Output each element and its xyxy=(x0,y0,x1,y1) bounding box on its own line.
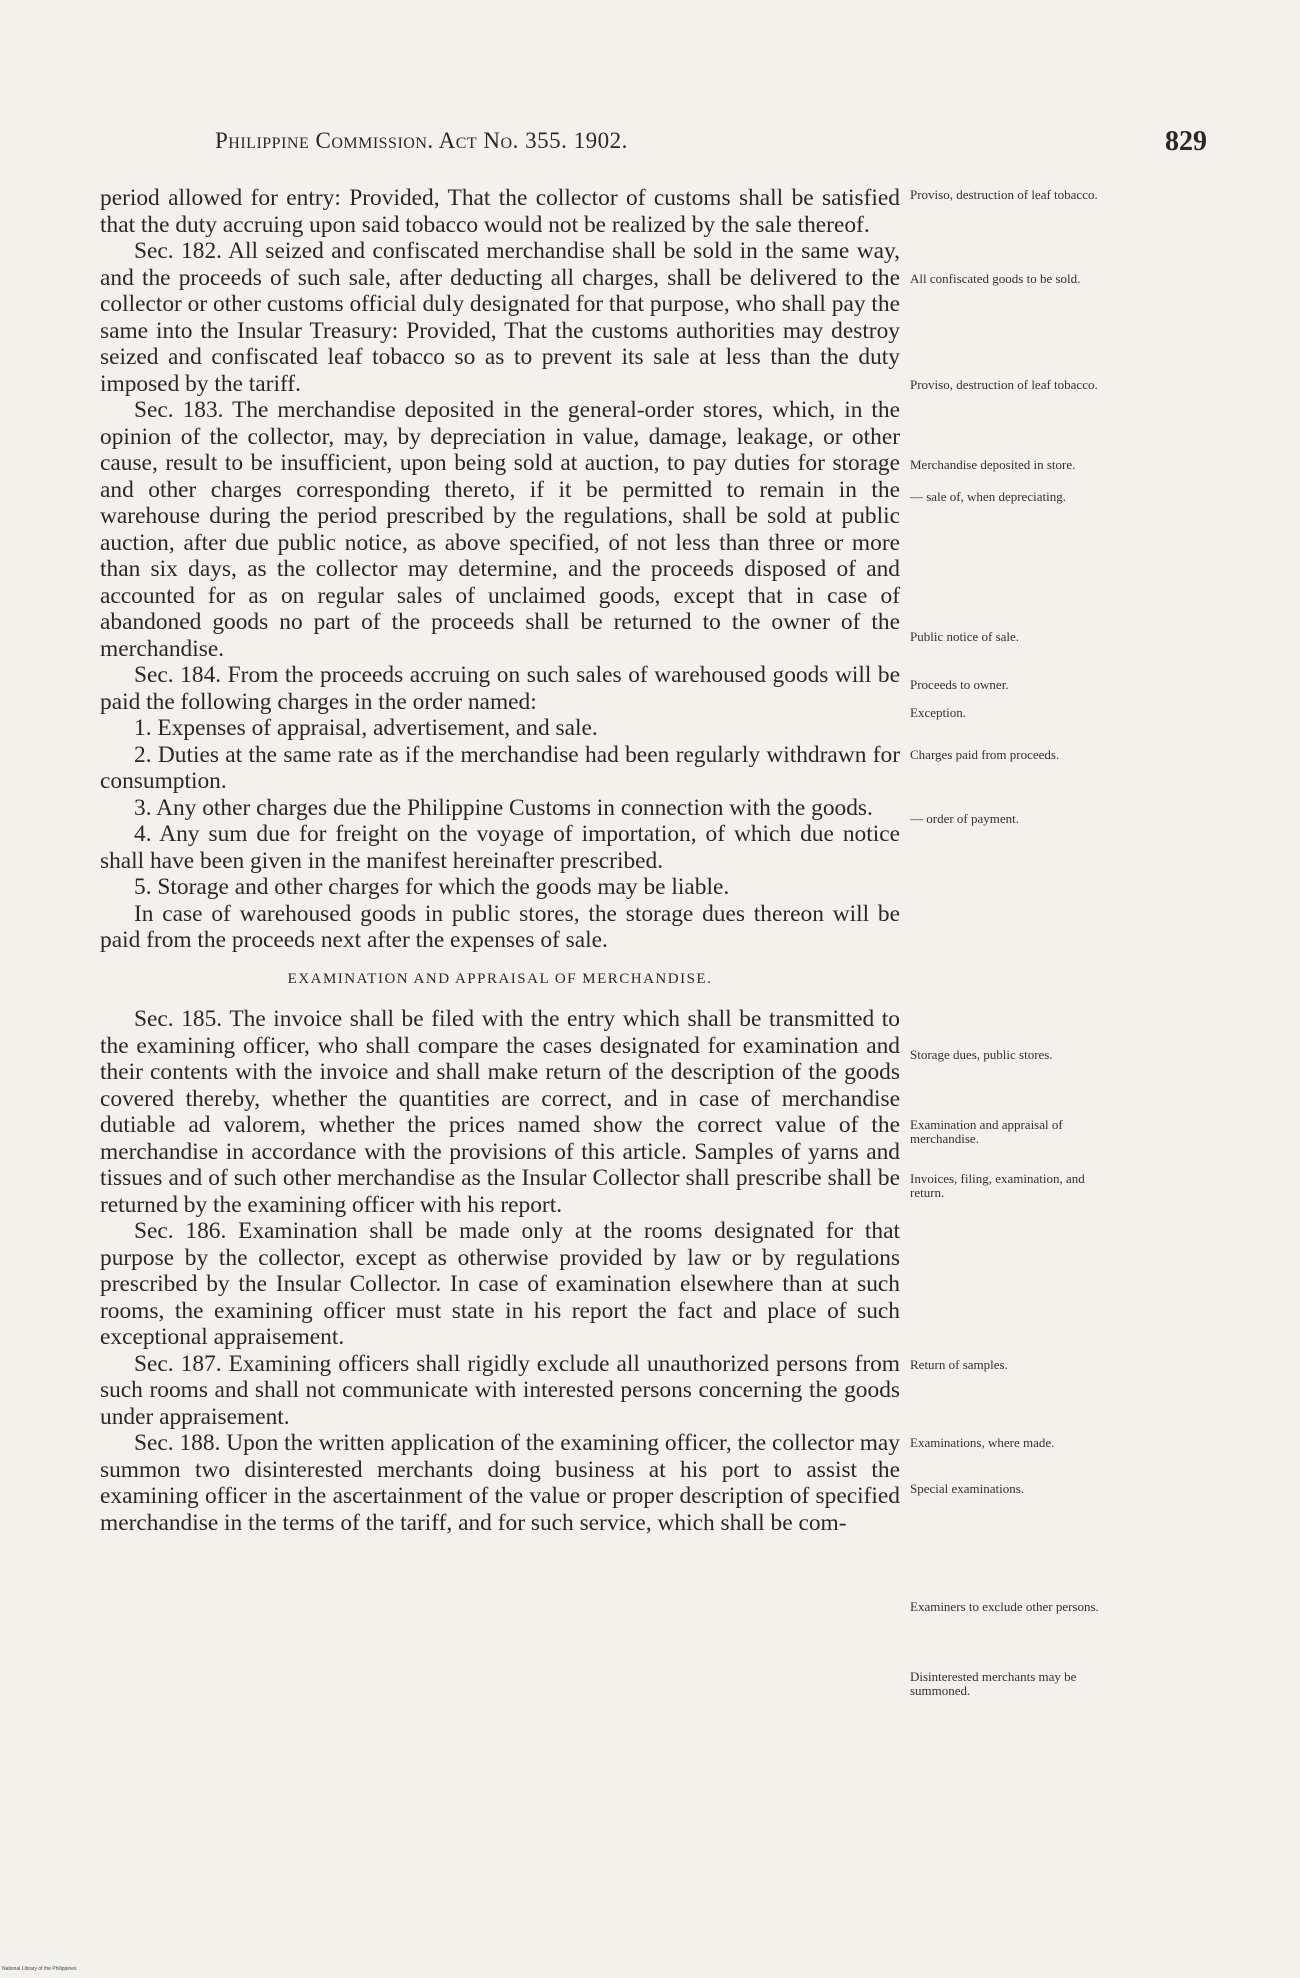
margin-note: Charges paid from proceeds. xyxy=(910,747,1060,762)
margin-note: Proviso, destruction of leaf tobacco. xyxy=(910,377,1098,392)
margin-note: Merchandise deposited in store. xyxy=(910,457,1076,472)
list-item-1: 1. Expenses of appraisal, advertisement, and sale. xyxy=(134,715,598,741)
paragraph-storage-dues: In case of warehoused goods in public stores, the storage dues thereon will be paid from the proceeds next after the expenses of sale. xyxy=(100,900,900,953)
margin-note: Storage dues, public stores. xyxy=(910,1047,1053,1062)
margin-note: Examination and appraisal of merchandise. xyxy=(910,1117,1063,1146)
margin-note: Public notice of sale. xyxy=(910,629,1020,644)
list-item-5: 5. Storage and other charges for which the goods may be liable. xyxy=(134,874,730,900)
margin-note: Disinterested merchants may be summoned. xyxy=(910,1669,1077,1698)
paragraph: period allowed for entry: Provided, That the collector of customs shall be satisfied that the duty accruing upon said tobacco would not be realized by the sale thereof. xyxy=(100,185,900,238)
footer-credit: National Library of the Philippines xyxy=(2,1966,77,1972)
margin-note: — sale of, when depreciating. xyxy=(910,489,1066,504)
margin-note: — order of payment. xyxy=(910,811,1020,826)
paragraph-sec-187: Sec. 187. Examining officers shall rigidly exclude all unauthorized persons from such rooms and shall not communicate with interested persons concerning the goods under appraisement. xyxy=(100,1350,900,1430)
section-heading: EXAMINATION AND APPRAISAL OF MERCHANDISE. xyxy=(287,970,713,987)
margin-note: Exception. xyxy=(910,705,966,720)
paragraph-sec-185: Sec. 185. The invoice shall be filed with the entry which shall be transmitted to the examining officer, who shall compare the cases designated for examination and their contents with the invoice and shall make return of the description of the goods covered thereby, whether the quantities are correct, and in case of merchandise dutiable ad valorem, whether the prices named show the correct value of the merchandise in accordance with the provisions of this article. Samples of yarns and tissues and of such other merchandise as the Insular Collector shall prescribe shall be returned by the examining officer with his report. xyxy=(100,1006,900,1218)
body-text xyxy=(100,185,900,1536)
margin-note: All confiscated goods to be sold. xyxy=(910,271,1081,286)
paragraph-sec-184: Sec. 184. From the proceeds accruing on such sales of warehoused goods will be paid the following charges in the order named: xyxy=(100,662,900,715)
margin-note: Examiners to exclude other persons. xyxy=(910,1599,1099,1614)
margin-note: Examinations, where made. xyxy=(910,1435,1055,1450)
page-number: 829 xyxy=(1165,126,1207,157)
margin-note: Proceeds to owner. xyxy=(910,677,1009,692)
margin-note: Special examinations. xyxy=(910,1481,1025,1496)
paragraph-sec-188: Sec. 188. Upon the written application of the examining officer, the collector may summon two disinterested merchants doing business at his port to assist the examining officer in the ascertainment of the value or proper description of specified merchandise in the terms of the tariff, and for such service, which shall be com- xyxy=(100,1430,900,1536)
list-item-4: 4. Any sum due for freight on the voyage of importation, of which due notice shall have been given in the manifest hereinafter prescribed. xyxy=(100,821,900,874)
paragraph-sec-183: Sec. 183. The merchandise deposited in the general-order stores, which, in the opinion of the collector, may, by depreciation in value, damage, leakage, or other cause, result to be insufficient, upon being sold at auction, to pay duties for storage and other charges corresponding thereto, if it be permitted to remain in the warehouse during the period prescribed by the regulations, shall be sold at public auction, after due public notice, as above specified, of not less than three or more than six days, as the collector may determine, and the proceeds disposed of and accounted for as on regular sales of unclaimed goods, except that in case of abandoned goods no part of the proceeds shall be returned to the owner of the merchandise. xyxy=(100,397,900,662)
list-item-2: 2. Duties at the same rate as if the merchandise had been regularly withdrawn for consumption. xyxy=(100,741,900,794)
margin-note: Return of samples. xyxy=(910,1357,1008,1372)
margin-note: Invoices, filing, examination, and return. xyxy=(910,1171,1085,1200)
list-item-3: 3. Any other charges due the Philippine Customs in connection with the goods. xyxy=(134,794,873,821)
margin-note: Proviso, destruction of leaf tobacco. xyxy=(910,187,1098,202)
paragraph-sec-186: Sec. 186. Examination shall be made only at the rooms designated for that purpose by the collector, except as otherwise provided by law or by regulations prescribed by the Insular Collector. In case of examination elsewhere than at such rooms, the examining officer must state in his report the fact and place of such exceptional appraisement. xyxy=(100,1218,900,1350)
running-header: Philippine Commission. Act No. 355. 1902. xyxy=(215,128,628,153)
paragraph-sec-182: Sec. 182. All seized and confiscated merchandise shall be sold in the same way, and the proceeds of such sale, after deducting all charges, shall be delivered to the collector or other customs official duly designated for that purpose, who shall pay the same into the Insular Treasury: Provided, That the customs authorities may destroy seized and confiscated leaf tobacco so as to prevent its sale at less than the duty imposed by the tariff. xyxy=(100,238,900,397)
